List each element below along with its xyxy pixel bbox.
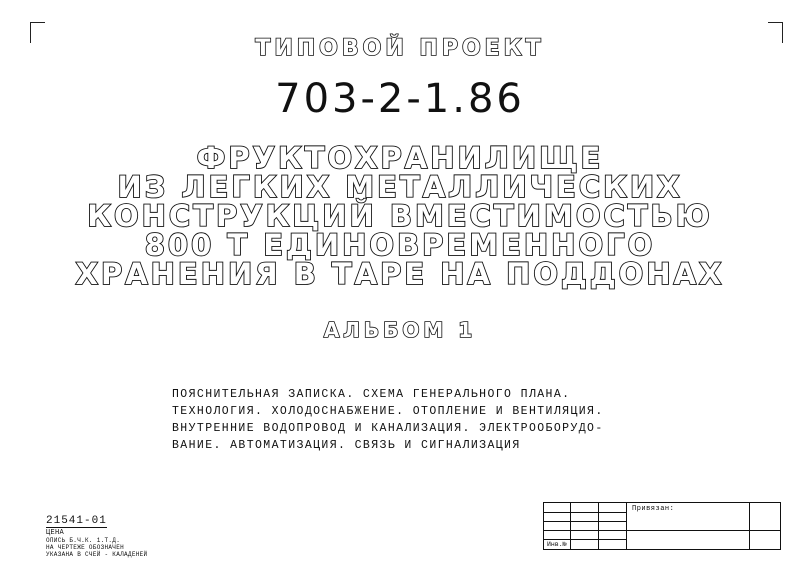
stamp-label: Привязан: [632,505,675,513]
contents-line: ТЕХНОЛОГИЯ. ХОЛОДОСНАБЖЕНИЕ. ОТОПЛЕНИЕ И ВЕНТИЛЯЦИЯ. [172,405,604,418]
price-label: ЦЕНА [46,529,65,537]
stamp-divider [626,503,627,549]
catalog-note: НА ЧЕРТЕЖЕ ОБОЗНАЧЕН [46,544,125,551]
title-line: ИЗ ЛЕГКИХ МЕТАЛЛИЧЕСКИХ [117,170,683,204]
project-title [0,141,800,291]
catalog-info [46,510,147,558]
inventory-label: Инв.№ [547,541,567,548]
stamp-row-line [544,512,626,513]
title-line: КОНСТРУКЦИЙ ВМЕСТИМОСТЬЮ [87,199,713,233]
contents-line: ВНУТРЕННИЕ ВОДОПРОВОД И КАНАЛИЗАЦИЯ. ЭЛЕКТРООБОРУДО- [172,422,604,435]
title-line: ХРАНЕНИЯ В ТАРЕ НА ПОДДОНАХ [75,257,725,291]
project-number: 703-2-1.86 [275,76,525,122]
stamp-row-line [544,521,626,522]
catalog-code: 21541-01 [46,515,107,527]
title-stamp [543,502,781,550]
contents-line: ВАНИЕ. АВТОМАТИЗАЦИЯ. СВЯЗЬ И СИГНАЛИЗАЦИЯ [172,439,521,452]
catalog-note: ОПИСЬ Б.Ч.К. 1.Т.Д. [46,537,121,544]
contents-line: ПОЯСНИТЕЛЬНАЯ ЗАПИСКА. СХЕМА ГЕНЕРАЛЬНОГО ПЛАНА. [172,388,571,401]
series-label: ТИПОВОЙ ПРОЕКТ [255,36,545,61]
stamp-row-line [544,539,626,540]
stamp-divider [598,503,599,549]
stamp-row-line [544,530,780,531]
title-line: 800 Т ЕДИНОВРЕМЕННОГО [144,228,656,262]
stamp-divider [749,503,750,549]
catalog-note: УКАЗАНА В СЧЕЙ - КАЛАДЕНЕЙ [46,551,148,558]
title-line: ФРУКТОХРАНИЛИЩЕ [196,141,604,175]
stamp-divider [570,503,571,549]
album-label: АЛЬБОМ 1 [323,318,477,342]
album-contents [172,386,642,454]
